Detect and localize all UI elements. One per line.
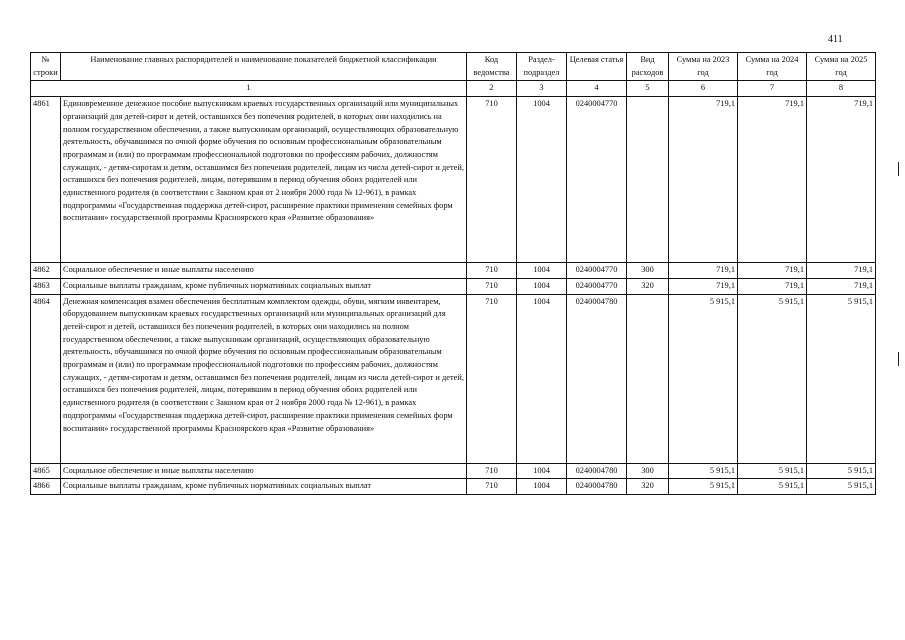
row-name: Единовременное денежное пособие выпускникам краевых государственных организаций или муниципальных организаций для детей-сирот и детей, оставшихся без попечения родителей, в которых они находились на полном государственном обеспечении, а также выпускникам организаций, осуществляющих образовательную деятельность, обучавшимся по очной форме обучения по основным профессиональным образовательным программам и (или) по программам профессиональной подготовки по профессиям рабочих, должностям служащих, - детям-сиротам и детям, оставшимся без попечения родителей, лицам из числа детей-сирот и детей, оставшихся без попечения родителей, лицам, потерявшим в период обучения обоих родителей или единственного родителя (в соответствии с Законом края от 2 ноября 2000 года № 12-961), в рамках подпрограммы «Государственная поддержка детей-сирот, расширение практики применения семейных форм воспитания» государственной программы Красноярского края «Развитие образования»	[61, 97, 467, 263]
row-expense-type	[627, 294, 669, 463]
row-sum-2023: 719,1	[669, 97, 738, 263]
row-sum-2023: 5 915,1	[669, 294, 738, 463]
header-sum-2025: Сумма на 2025 год	[807, 53, 876, 81]
column-number: 4	[567, 81, 627, 97]
row-expense-type: 300	[627, 463, 669, 479]
row-sum-2025: 719,1	[807, 263, 876, 279]
row-sum-2024: 5 915,1	[738, 463, 807, 479]
row-sum-2025: 5 915,1	[807, 294, 876, 463]
row-number: 4862	[31, 263, 61, 279]
row-expense-type: 320	[627, 278, 669, 294]
header-sum-2024: Сумма на 2024 год	[738, 53, 807, 81]
table-row	[31, 97, 876, 263]
row-number: 4866	[31, 479, 61, 495]
row-expense-type	[627, 97, 669, 263]
row-section: 1004	[517, 263, 567, 279]
row-section: 1004	[517, 479, 567, 495]
row-dept-code: 710	[467, 97, 517, 263]
row-name: Социальные выплаты гражданам, кроме публичных нормативных социальных выплат	[61, 278, 467, 294]
table-row	[31, 278, 876, 294]
row-section: 1004	[517, 294, 567, 463]
row-sum-2025: 719,1	[807, 97, 876, 263]
column-number: 5	[627, 81, 669, 97]
row-expense-type: 300	[627, 263, 669, 279]
row-number: 4863	[31, 278, 61, 294]
row-number: 4861	[31, 97, 61, 263]
row-dept-code: 710	[467, 463, 517, 479]
header-expense-type: Вид расходов	[627, 53, 669, 81]
row-sum-2025: 5 915,1	[807, 463, 876, 479]
header-target-article: Целевая статья	[567, 53, 627, 81]
row-target-article: 0240004770	[567, 278, 627, 294]
table-header-row	[31, 53, 876, 81]
row-number: 4865	[31, 463, 61, 479]
header-row-number: № строки	[31, 53, 61, 81]
table-row	[31, 463, 876, 479]
header-section: Раздел-подраздел	[517, 53, 567, 81]
row-section: 1004	[517, 463, 567, 479]
header-name: Наименование главных распорядителей и наименование показателей бюджетной классификации	[61, 53, 467, 81]
row-name: Социальное обеспечение и иные выплаты населению	[61, 263, 467, 279]
scan-edge-mark	[898, 352, 899, 366]
row-sum-2024: 719,1	[738, 263, 807, 279]
table-row	[31, 263, 876, 279]
row-sum-2023: 719,1	[669, 263, 738, 279]
header-sum-2023: Сумма на 2023 год	[669, 53, 738, 81]
column-number: 6	[669, 81, 738, 97]
budget-table	[30, 52, 876, 495]
row-expense-type: 320	[627, 479, 669, 495]
row-number: 4864	[31, 294, 61, 463]
column-number: 7	[738, 81, 807, 97]
row-dept-code: 710	[467, 479, 517, 495]
row-sum-2024: 719,1	[738, 278, 807, 294]
row-target-article: 0240004770	[567, 97, 627, 263]
row-section: 1004	[517, 278, 567, 294]
column-number-row	[31, 81, 876, 97]
row-target-article: 0240004780	[567, 294, 627, 463]
page-number: 411	[828, 34, 843, 45]
row-target-article: 0240004770	[567, 263, 627, 279]
row-name: Социальные выплаты гражданам, кроме публичных нормативных социальных выплат	[61, 479, 467, 495]
column-number: 3	[517, 81, 567, 97]
row-sum-2023: 5 915,1	[669, 463, 738, 479]
table-row	[31, 294, 876, 463]
row-dept-code: 710	[467, 278, 517, 294]
scan-edge-mark	[898, 162, 899, 176]
row-name: Денежная компенсация взамен обеспечения бесплатным комплектом одежды, обуви, мягким инвентарем, оборудованием выпускникам краевых государственных организаций или муниципальных организаций для детей-сирот и детей, оставшихся без попечения родителей, в которых они находились на полном государственном обеспечении, а также выпускникам организаций, осуществляющих образовательную деятельность, обучавшимся по очной форме обучения по основным профессиональным образовательным программам и (или) по программам профессиональной подготовки по профессиям рабочих, должностям служащих, - детям-сиротам и детям, оставшимся без попечения родителей, лицам из числа детей-сирот и детей, оставшихся без попечения родителей, лицам, потерявшим в период обучения обоих родителей или единственного родителя (в соответствии с Законом края от 2 ноября 2000 года № 12-961), в рамках подпрограммы «Государственная поддержка детей-сирот, расширение практики применения семейных форм воспитания» государственной программы Красноярского края «Развитие образования»	[61, 294, 467, 463]
row-target-article: 0240004780	[567, 479, 627, 495]
row-sum-2023: 719,1	[669, 278, 738, 294]
row-dept-code: 710	[467, 263, 517, 279]
row-sum-2023: 5 915,1	[669, 479, 738, 495]
row-sum-2025: 719,1	[807, 278, 876, 294]
column-number: 1	[31, 81, 467, 97]
row-target-article: 0240004780	[567, 463, 627, 479]
header-dept-code: Код ведомства	[467, 53, 517, 81]
row-name: Социальное обеспечение и иные выплаты населению	[61, 463, 467, 479]
row-section: 1004	[517, 97, 567, 263]
row-sum-2024: 5 915,1	[738, 294, 807, 463]
table-row	[31, 479, 876, 495]
column-number: 2	[467, 81, 517, 97]
row-sum-2024: 5 915,1	[738, 479, 807, 495]
row-dept-code: 710	[467, 294, 517, 463]
row-sum-2024: 719,1	[738, 97, 807, 263]
column-number: 8	[807, 81, 876, 97]
row-sum-2025: 5 915,1	[807, 479, 876, 495]
